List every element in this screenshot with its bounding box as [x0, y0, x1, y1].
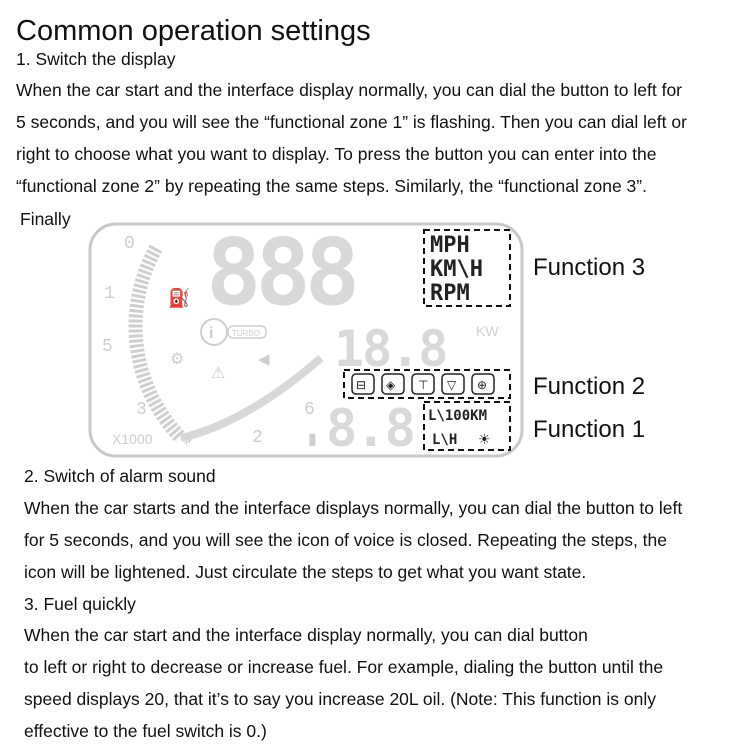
- section3-heading: 3. Fuel quickly: [24, 594, 136, 614]
- turbo-label: TURBO: [232, 329, 260, 338]
- section2-heading: 2. Switch of alarm sound: [24, 466, 216, 486]
- gauge-number: 1: [104, 284, 115, 304]
- function-2-label: Function 2: [533, 373, 646, 400]
- info-icon: i: [209, 325, 214, 342]
- gauge-number: 2: [252, 428, 263, 448]
- section1-line: 5 seconds, and you will see the “functional zone 1” is flashing. Then you can dial left or: [16, 112, 687, 132]
- unit-kmh: KM\H: [430, 257, 483, 282]
- svg-text:⊕: ⊕: [477, 378, 488, 392]
- section3-line: to left or right to decrease or increase fuel. For example, dialing the button until the: [24, 657, 664, 677]
- unit-rpm: RPM: [430, 281, 470, 306]
- temperature-icon: ▮: [308, 431, 317, 448]
- kw-label: KW: [476, 323, 499, 339]
- gauge-number: 3: [136, 400, 147, 420]
- section1-line: right to choose what you want to display. To press the button you can enter into the: [16, 144, 657, 164]
- page-title: Common operation settings: [16, 15, 371, 47]
- gauge-number: 0: [124, 234, 135, 254]
- svg-text:⊤: ⊤: [418, 378, 429, 392]
- hud-display-svg: [86, 218, 526, 462]
- section2-line: for 5 seconds, and you will see the icon of voice is closed. Repeating the steps, the: [24, 530, 668, 550]
- bottom-digits: 8.8: [326, 399, 414, 459]
- unit-l-100km: L\100KM: [428, 408, 488, 424]
- function-3-label: Function 3: [533, 254, 646, 281]
- section1-line: “functional zone 2” by repeating the same steps. Similarly, the “functional zone 3”.: [16, 176, 647, 196]
- speed-digits: 888: [206, 219, 355, 326]
- mid-digits: 18.8: [334, 320, 447, 378]
- brightness-icon: ☀: [478, 431, 491, 447]
- fuel-pump-icon: ⛽: [168, 288, 191, 308]
- rpm-label: X1000: [112, 431, 153, 447]
- svg-text:▽: ▽: [447, 378, 457, 392]
- engine-icon: ⚙: [170, 351, 185, 368]
- hud-display-diagram: [86, 218, 526, 462]
- unit-mph: MPH: [430, 233, 470, 258]
- function-1-label: Function 1: [533, 416, 646, 443]
- section2-body: [24, 492, 682, 588]
- section3-body: [24, 619, 663, 747]
- section1-body: [16, 74, 687, 202]
- warning-icon: ⚠: [211, 365, 226, 382]
- finally-label: Finally: [20, 209, 71, 229]
- section3-line: When the car start and the interface display normally, you can dial button: [24, 625, 588, 645]
- section1-line: When the car start and the interface display normally, you can dial the button to left for: [16, 80, 683, 100]
- section2-line: icon will be lightened. Just circulate the steps to get what you want state.: [24, 562, 587, 582]
- svg-text:⊟: ⊟: [356, 378, 367, 392]
- section3-line: speed displays 20, that it’s to say you increase 20L oil. (Note: This function is only: [24, 689, 656, 709]
- unit-l-h: L\H: [432, 432, 458, 448]
- pointer-icon: ♯: [184, 431, 192, 448]
- section1-heading: 1. Switch the display: [16, 49, 176, 69]
- section3-line: effective to the fuel switch is 0.): [24, 721, 267, 741]
- gauge-number: 5: [102, 337, 113, 357]
- section2-line: When the car starts and the interface displays normally, you can dial the button to left: [24, 498, 683, 518]
- speaker-icon: ◀: [258, 351, 270, 368]
- svg-text:◈: ◈: [386, 378, 396, 392]
- gauge-number: 6: [304, 400, 315, 420]
